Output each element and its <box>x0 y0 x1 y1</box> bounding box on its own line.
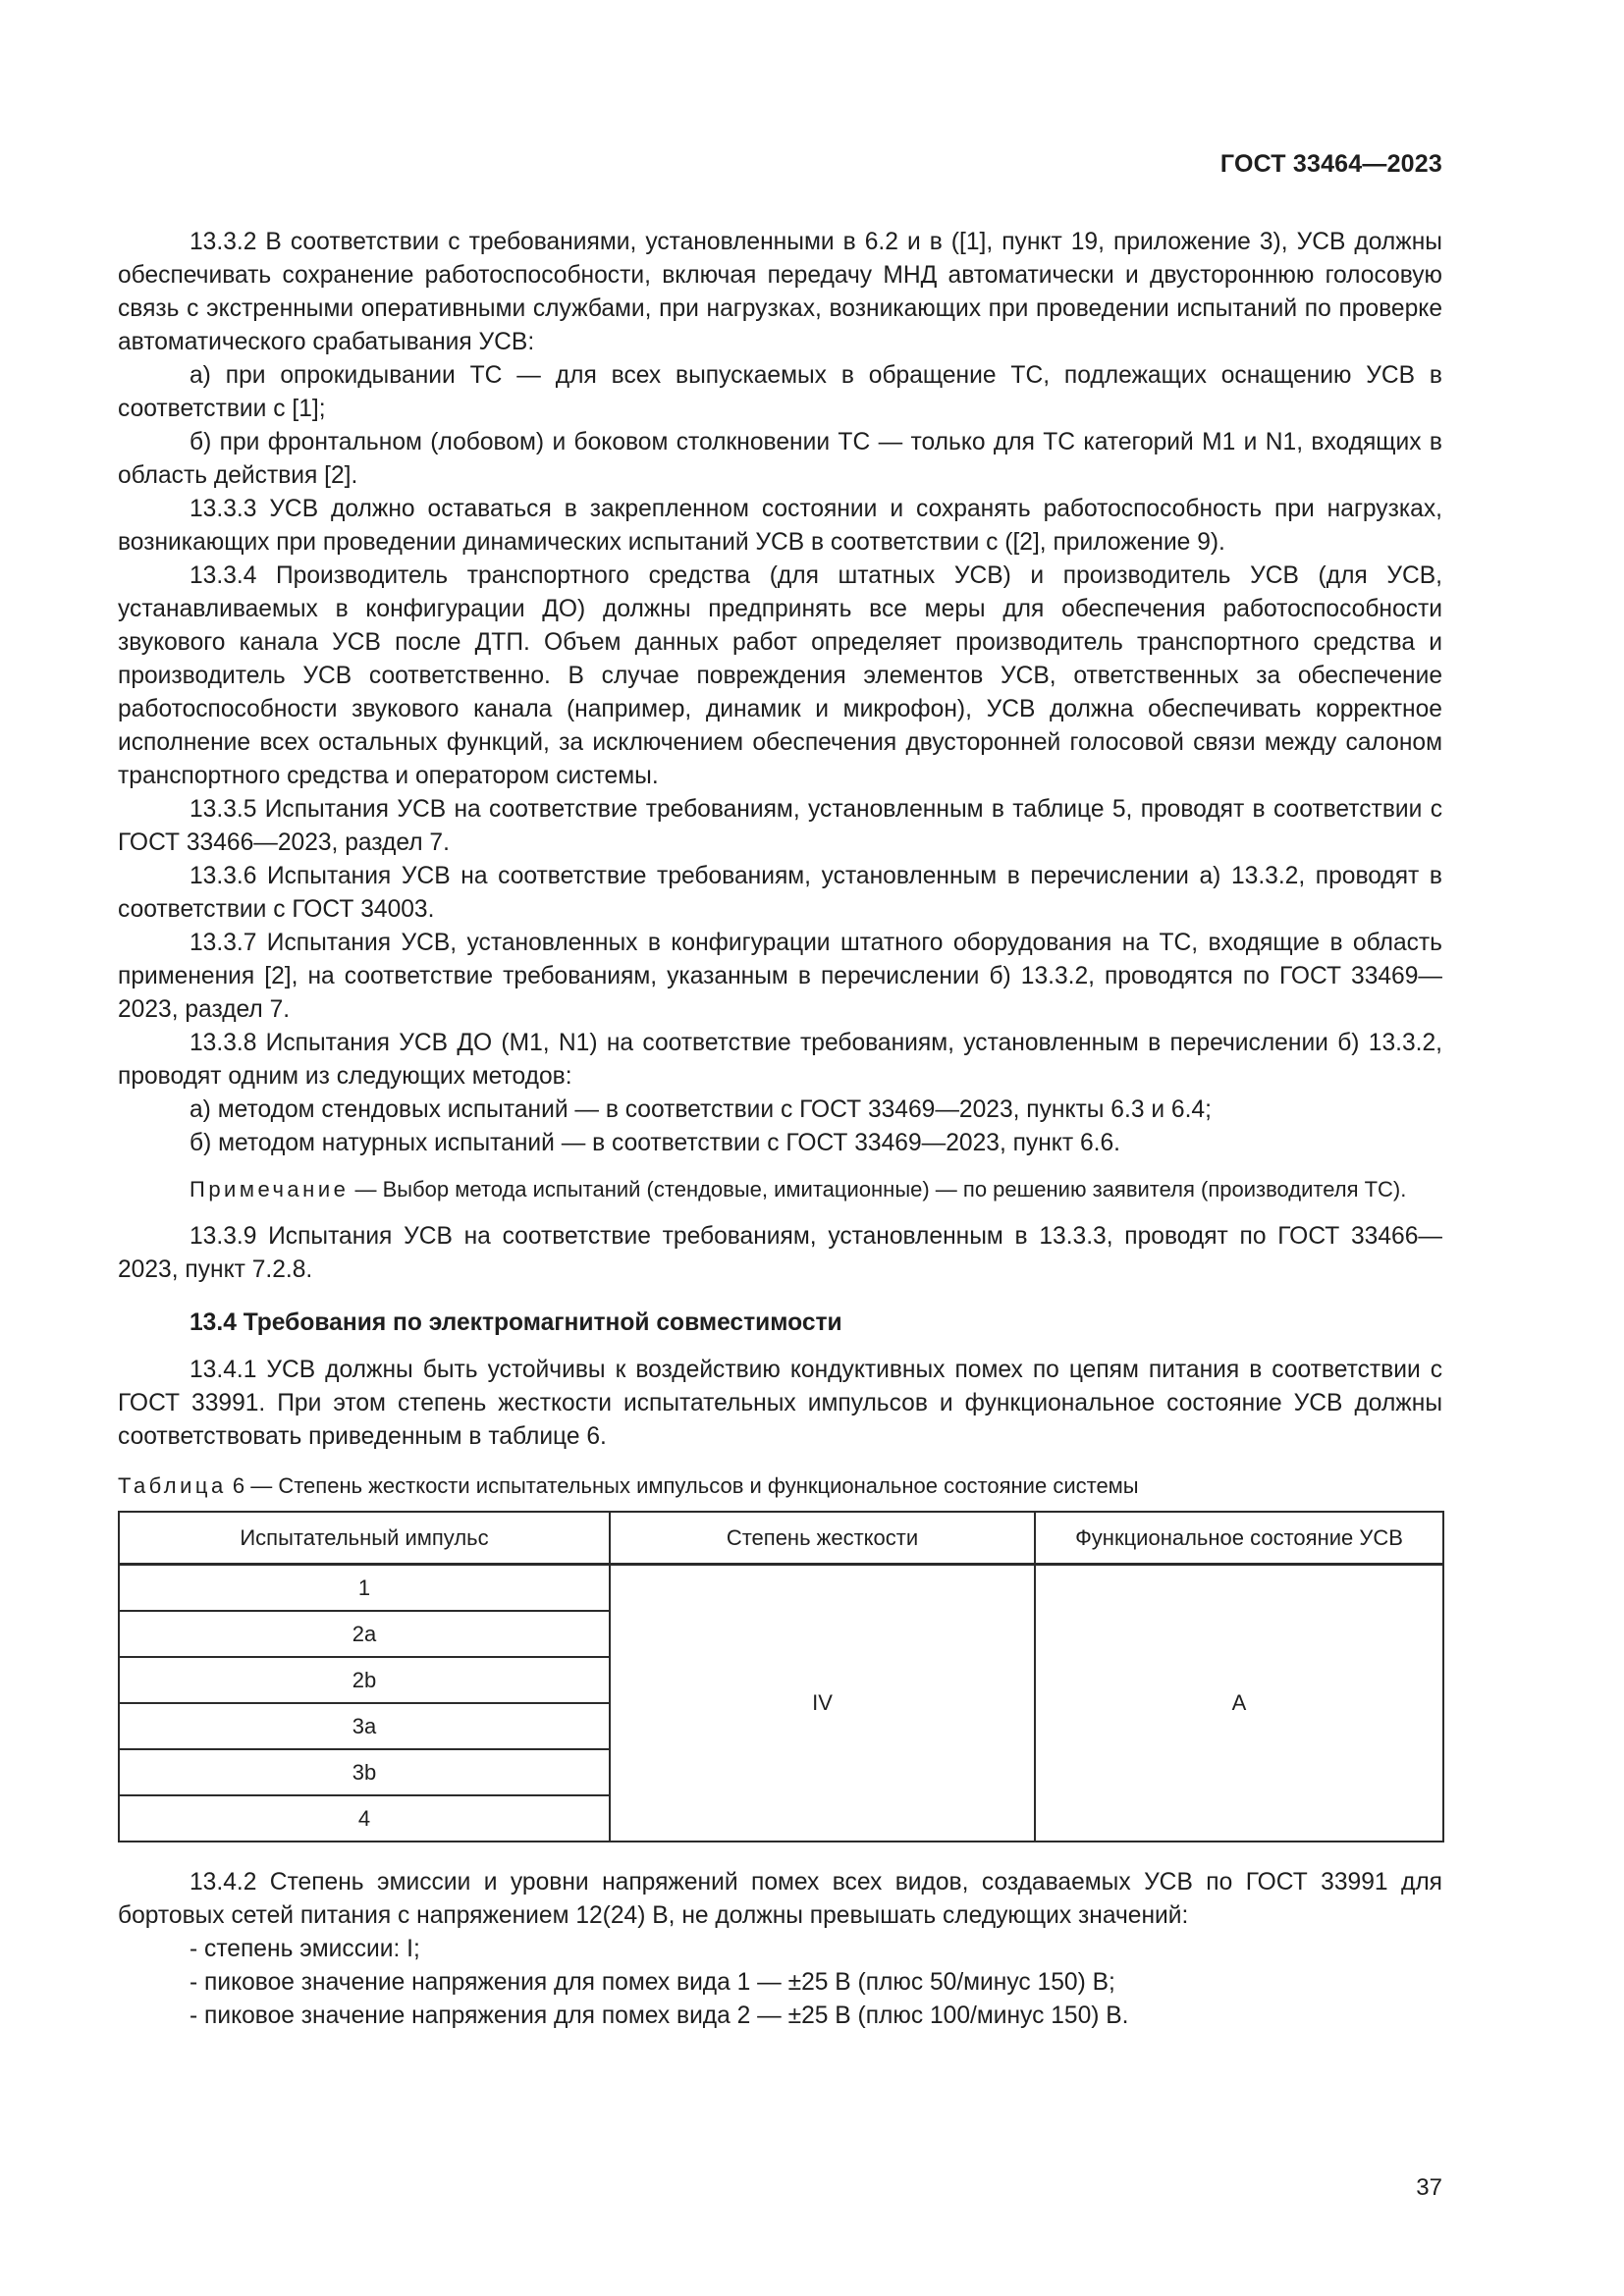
note-text: — Выбор метода испытаний (стендовые, имитационные) — по решению заявителя (производителя ТС). <box>349 1177 1407 1201</box>
paragraph-13-3-4: 13.3.4 Производитель транспортного средства (для штатных УСВ) и производитель УСВ (для УСВ, устанавливаемых в конфигурации ДО) должны предпринять все меры для обеспечения работоспособности звукового канала УСВ после ДТП. Объем данных работ определяет производитель транспортного средства и производитель УСВ соответственно. В случае повреждения элементов УСВ, ответственных за обеспечение работоспособности звукового канала (например, динамик и микрофон), УСВ должна обеспечивать корректное исполнение всех остальных функций, за исключением обеспечения двусторонней голосовой связи между салоном транспортного средства и оператором системы. <box>118 562 1442 789</box>
list-item-b: б) при фронтальном (лобовом) и боковом столкновении ТС — только для ТС категорий М1 и N1, входящих в область действия [2]. <box>118 429 1442 489</box>
pulse-cell: 2a <box>119 1611 610 1657</box>
table-row <box>119 1565 1443 1612</box>
section-heading-13-4: 13.4 Требования по электромагнитной совместимости <box>189 1309 842 1336</box>
page-number: 37 <box>1416 2174 1442 2201</box>
pulse-cell: 4 <box>119 1795 610 1842</box>
column-header-severity: Степень жесткости <box>610 1512 1035 1565</box>
pulse-cell: 3a <box>119 1703 610 1749</box>
note-label: Примечание <box>189 1177 350 1201</box>
pulse-cell: 3b <box>119 1749 610 1795</box>
paragraph-13-3-9: 13.3.9 Испытания УСВ на соответствие требованиям, установленным в 13.3.3, проводят по ГОСТ 33466—2023, пункт 7.2.8. <box>118 1223 1442 1283</box>
list-item-b-field: б) методом натурных испытаний — в соответствии с ГОСТ 33469—2023, пункт 6.6. <box>189 1130 1120 1156</box>
page-body <box>118 226 1442 2033</box>
list-item-peak-voltage-2: - пиковое значение напряжения для помех вида 2 — ±25 В (плюс 100/минус 150) В. <box>189 2002 1129 2029</box>
pulse-cell: 1 <box>119 1565 610 1612</box>
paragraph-13-3-3: 13.3.3 УСВ должно оставаться в закрепленном состоянии и сохранять работоспособность при нагрузках, возникающих при проведении динамических испытаний УСВ в соответствии с ([2], приложение 9). <box>118 496 1442 556</box>
paragraph-13-3-6: 13.3.6 Испытания УСВ на соответствие требованиям, установленным в перечислении а) 13.3.2, проводят в соответствии с ГОСТ 34003. <box>118 863 1442 923</box>
paragraph-13-3-2: 13.3.2 В соответствии с требованиями, установленными в 6.2 и в ([1], пункт 19, приложение 3), УСВ должны обеспечивать сохранение работоспособности, включая передачу МНД автоматически и двустороннюю голосовую связь с экстренными оперативными службами, при нагрузках, возникающих при проведении испытаний по проверке автоматического срабатывания УСВ: <box>118 229 1442 355</box>
table-caption-text: 6 — Степень жесткости испытательных импульсов и функциональное состояние системы <box>226 1473 1139 1498</box>
table-caption <box>118 1471 1442 1501</box>
list-item-peak-voltage-1: - пиковое значение напряжения для помех вида 1 — ±25 В (плюс 50/минус 150) В; <box>189 1969 1115 1996</box>
list-item-a-bench: а) методом стендовых испытаний — в соответствии с ГОСТ 33469—2023, пункты 6.3 и 6.4; <box>189 1096 1212 1123</box>
paragraph-13-3-5: 13.3.5 Испытания УСВ на соответствие требованиям, установленным в таблице 5, проводят в соответствии с ГОСТ 33466—2023, раздел 7. <box>118 796 1442 856</box>
document-id: ГОСТ 33464—2023 <box>1219 150 1442 178</box>
paragraph-13-4-2: 13.4.2 Степень эмиссии и уровни напряжений помех всех видов, создаваемых УСВ по ГОСТ 33991 для бортовых сетей питания с напряжением 12(24) В, не должны превышать следующих значений: <box>118 1869 1442 1929</box>
column-header-pulse: Испытательный импульс <box>119 1512 610 1565</box>
list-item-a: а) при опрокидывании ТС — для всех выпускаемых в обращение ТС, подлежащих оснащению УСВ в соответствии с [1]; <box>118 362 1442 422</box>
column-header-state: Функциональное состояние УСВ <box>1035 1512 1443 1565</box>
paragraph-13-3-8: 13.3.8 Испытания УСВ ДО (М1, N1) на соответствие требованиям, установленным в перечислении б) 13.3.2, проводят одним из следующих методов: <box>118 1030 1442 1090</box>
state-cell: A <box>1035 1565 1443 1842</box>
severity-cell: IV <box>610 1565 1035 1842</box>
paragraph-13-3-7: 13.3.7 Испытания УСВ, установленных в конфигурации штатного оборудования на ТС, входящие в область применения [2], на соответствие требованиям, указанным в перечислении б) 13.3.2, проводятся по ГОСТ 33469—2023, раздел 7. <box>118 930 1442 1023</box>
emc-table <box>118 1511 1444 1842</box>
list-item-emission-degree: - степень эмиссии: I; <box>189 1936 420 1962</box>
note <box>118 1174 1442 1204</box>
paragraph-13-4-1: 13.4.1 УСВ должны быть устойчивы к воздействию кондуктивных помех по цепям питания в соответствии с ГОСТ 33991. При этом степень жесткости испытательных импульсов и функциональное состояние УСВ должны соответствовать приведенным в таблице 6. <box>118 1357 1442 1450</box>
table-caption-label: Таблица <box>118 1473 227 1498</box>
table-header-row <box>119 1512 1443 1565</box>
pulse-cell: 2b <box>119 1657 610 1703</box>
